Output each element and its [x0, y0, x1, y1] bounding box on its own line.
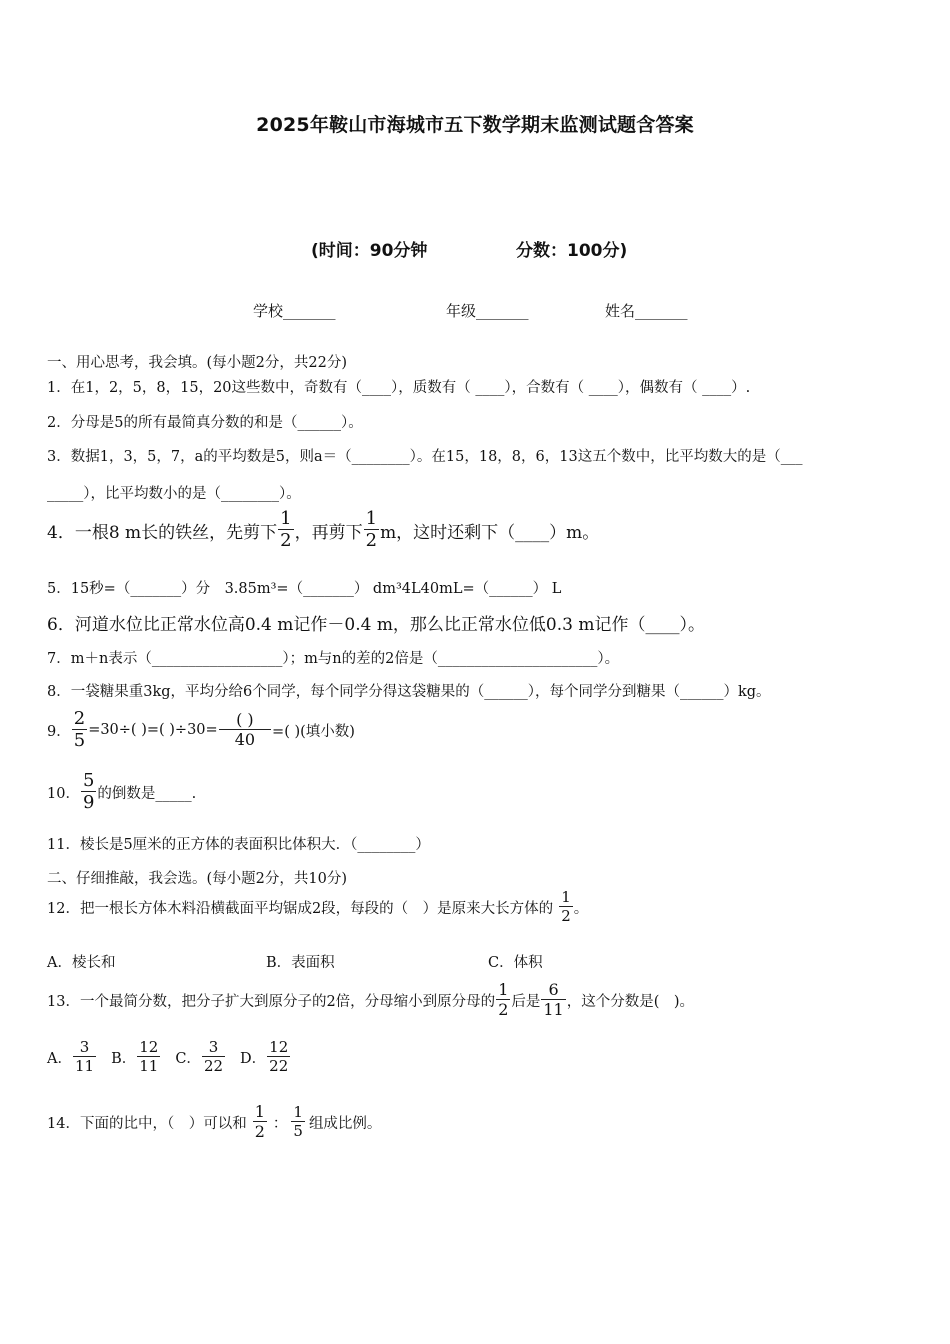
fraction-one-half: $\frac{1}{2}$	[280, 508, 292, 551]
question-3-line-2: _____），比平均数小的是（________）。	[47, 486, 301, 502]
fraction-blank-over-40: $\frac{( )}{40}$	[219, 712, 271, 748]
q13-options	[47, 1040, 291, 1074]
question-9: 9． $\frac{2}{5}$ =30÷( )=( )÷30= $\frac{( )}{40}$ =( )(填小数)	[47, 708, 355, 751]
exam-time: (时间：90分钟	[311, 241, 428, 261]
fraction-one-fifth: $\frac{1}{5}$	[293, 1103, 303, 1140]
grade-field: 年级_______	[446, 302, 529, 320]
q13-option-d: D． $\frac{12}{22}$	[240, 1038, 289, 1075]
question-6: 6．河道水位比正常水位高0.4 m记作－0.4 m，那么比正常水位低0.3 m记作（____）。	[47, 615, 705, 635]
q13-option-c: C． $\frac{3}{22}$	[175, 1038, 224, 1075]
question-11: 11．棱长是5厘米的正方体的表面积比体积大．（________）	[47, 837, 430, 853]
q13-option-a: A． $\frac{3}{11}$	[47, 1038, 95, 1075]
exam-score: 分数：100分)	[516, 241, 628, 261]
question-13: 13．一个最简分数，把分子扩大到原分子的2倍，分母缩小到原分母的 $\frac{1}{2}$ 后是 $\frac{6}{11}$ ，这个分数是( )。	[47, 980, 695, 1019]
question-14: 14．下面的比中，（ ）可以和 $\frac{1}{2}$ ： $\frac{1}{5}$ 组成比例。	[47, 1102, 382, 1141]
section-2-heading: 二、仔细推敲，我会选。(每小题2分，共10分)	[47, 871, 347, 887]
q12-option-b: B．表面积	[266, 955, 335, 971]
q12-option-c: C．体积	[488, 955, 543, 971]
name-field: 姓名_______	[605, 302, 688, 320]
fraction-one-half: $\frac{1}{2}$	[254, 1102, 265, 1141]
question-12: 12．把一根长方体木料沿横截面平均锯成2段，每段的（ ）是原来大长方体的 $\frac{1}{2}$ 。	[47, 888, 589, 925]
question-8: 8．一袋糖果重3kg，平均分给6个同学，每个同学分得这袋糖果的（______），每个同学分到糖果（______）kg。	[47, 684, 771, 700]
question-2: 2．分母是5的所有最简真分数的和是（______）。	[47, 415, 363, 431]
section-1-heading: 一、用心思考，我会填。(每小题2分，共22分)	[47, 355, 347, 371]
q13-option-b: B． $\frac{12}{11}$	[111, 1038, 159, 1075]
q12-option-a: A．棱长和	[47, 955, 116, 971]
school-field: 学校_______	[253, 302, 336, 320]
fraction-one-half: $\frac{1}{2}$	[498, 980, 509, 1019]
fraction-one-half: $\frac{1}{2}$	[561, 888, 571, 925]
fraction-two-fifths: $\frac{2}{5}$	[73, 708, 86, 751]
page-title: 2025年鞍山市海城市五下数学期末监测试题含答案	[256, 114, 694, 136]
question-7: 7．m＋n表示（__________________）；m与n的差的2倍是（______________________）。	[47, 651, 620, 667]
fraction-one-half: $\frac{1}{2}$	[365, 508, 378, 551]
fraction-five-ninths: $\frac{5}{9}$	[82, 770, 95, 813]
question-10: 10． $\frac{5}{9}$ 的倒数是_____.	[47, 770, 197, 813]
question-1: 1．在1，2，5，8，15，20这些数中，奇数有（____），质数有（ ____），合数有（ ____），偶数有（ ____）.	[47, 380, 751, 396]
fraction-six-elevenths: $\frac{6}{11}$	[543, 980, 564, 1019]
question-5: 5．15秒=（_______）分 3.85m³=（_______） dm³4L40mL=（______） L	[47, 581, 562, 597]
question-3-line-1: 3．数据1，3，5，7，a的平均数是5，则a＝（________）。在15，18，8，6，13这五个数中，比平均数大的是（___	[47, 449, 803, 465]
question-4: 4．一根8 m长的铁丝，先剪下 $\frac{1}{2}$ ，再剪下 $\frac{1}{2}$ m，这时还剩下（____）m。	[47, 508, 600, 551]
